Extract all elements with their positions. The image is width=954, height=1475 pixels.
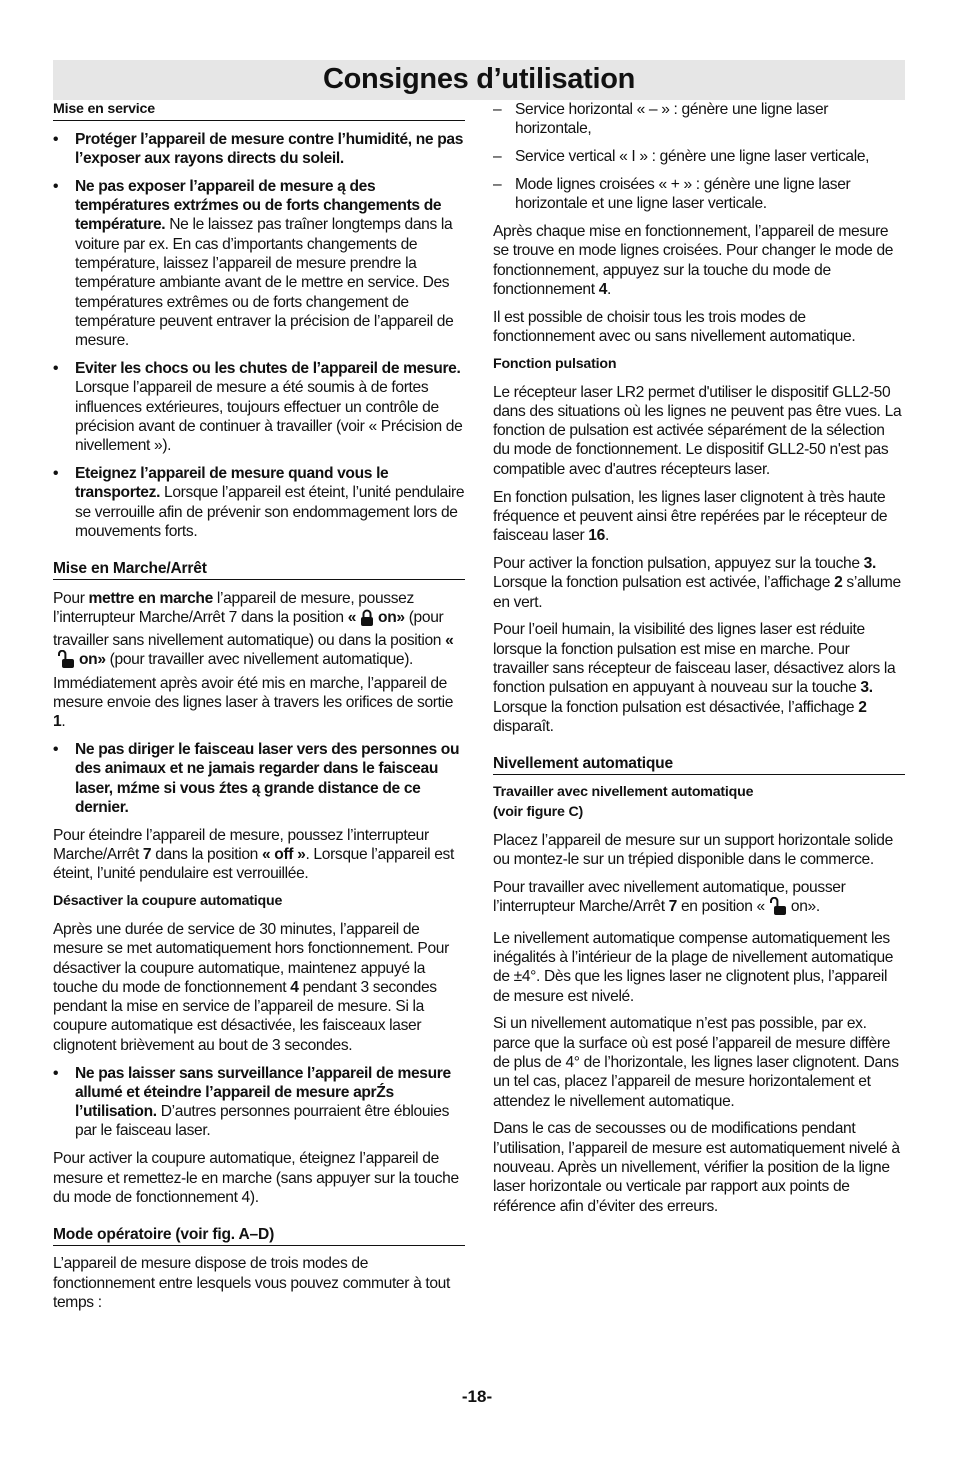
page-title: Consignes d’utilisation [322, 63, 636, 95]
paragraph: Pour l’oeil humain, la visibilité des lignes laser est réduite lorsque la fonction pulsation est mise en marche. Pour travailler sans récepteur de faisceau laser, désactivez alors la fonction pulsation en appuyant à nouveau sur la touche 3. Lorsque la fonction pulsation est désactivée, l’affichage 2 disparaît. [493, 621, 896, 735]
paragraph: Le nivellement automatique compense automatiquement les inégalités à l’intérieur de la plage de nivellement automatique de ±4°. Dès que les lignes laser ne clignotent plus, l’appareil de mesure est nivelé. [493, 929, 894, 1005]
dash-icon: – [493, 175, 502, 193]
paragraph: Pour éteindre l’appareil de mesure, poussez l’interrupteur Marche/Arrêt 7 dans la position « off ». Lorsque l’appareil est éteint, l’unité pendulaire est verrouillée. [53, 826, 454, 883]
bullet-icon: • [53, 360, 59, 378]
paragraph: Pour mettre en marche l’appareil de mesure, poussez l’interrupteur Marche/Arrêt 7 dans la position « on» (pour travailler sans nivellement automatique) ou dans la position «on» (pour travailler avec nivellement automatique). Immédiatement après avoir été mis en marche, l’appareil de mesure envoie des lignes laser à travers les orifices de sortie 1. [53, 589, 454, 731]
bullet-item: • Protéger l’appareil de mesure contre l’humidité, ne pas l’exposer aux rayons directs du soleil. [53, 130, 464, 168]
paragraph: Pour activer la coupure automatique, éteignez l’appareil de mesure et remettez-le en marche (sans appuyer sur la touche du mode de fonctionnement 4). [53, 1150, 459, 1206]
paragraph: Dans le cas de secousses ou de modifications pendant l’utilisation, l’appareil de mesure est automatiquement nivelé à nouveau. Après un nivellement, vérifier la position de la ligne laser horizontale ou verticale par rapport aux points de référence afin d’éviter des erreurs. [493, 1120, 900, 1215]
right-column [493, 100, 905, 1224]
subheading-coupure: Désactiver la coupure automatique [53, 893, 283, 910]
bullet-item: • Eviter les chocs ou les chutes de l’appareil de mesure. Lorsque l’appareil de mesure a été soumis à de fortes influences extérieures, toujours effectuer un contrôle de précision avant de continuer à travailler (voir « Précision de nivellement »). [53, 360, 463, 455]
dash-icon: – [493, 101, 502, 118]
bullet-item: • Eteignez l’appareil de mesure quand vous le transportez. Lorsque l’appareil est éteint, l’unité pendulaire se verrouille afin de prévenir son endommagement lors de mouvements forts. [53, 465, 465, 540]
bullet-icon: • [53, 1064, 59, 1082]
bullet-icon: • [53, 741, 59, 759]
bullet-item: • Ne pas diriger le faisceau laser vers des personnes ou des animaux et ne jamais regarder dans le faisceau laser, mźme si vous źtes ą grande distance de ce dernier. [53, 741, 460, 816]
paragraph: Placez l’appareil de mesure sur un support horizontale solide ou montez-le sur un trépied disponible dans le commerce. [493, 831, 893, 868]
paragraph: En fonction pulsation, les lignes laser clignotent à très haute fréquence et peuvent ainsi être repérées par le récepteur de faisceau laser 16. [493, 488, 888, 545]
dash-item: – Mode lignes croisées « + » : génère une ligne laser horizontale et une ligne laser verticale. [493, 175, 851, 213]
paragraph: Pour activer la fonction pulsation, appuyez sur la touche 3. Lorsque la fonction pulsation est activée, l’affichage 2 s’allume en vert. [493, 554, 901, 611]
lock-open-icon [57, 650, 75, 673]
paragraph: Après une durée de service de 30 minutes, l’appareil de mesure se met automatiquement hors fonctionnement. Pour désactiver la coupure automatique, maintenez appuyé la touche du mode de fonctionnement 4 pendant 3 secondes pendant la mise en service de l’appareil de mesure. Si la coupure automatique est désactivée, les faisceaux laser clignotent brièvement au bout de 3 secondes. [53, 920, 449, 1054]
bullet-icon: • [53, 177, 59, 195]
page-number: -18- [461, 1387, 493, 1406]
dash-item: – Service horizontal « – » : génère une ligne laser horizontale, [493, 101, 829, 138]
section-heading-nivellement: Nivellement automatique [493, 754, 905, 775]
section-heading-marche-arret: Mise en Marche/Arrêt [53, 559, 465, 580]
subheading-travailler: Travailler avec nivellement automatique (voir figure C) [493, 784, 754, 820]
paragraph: Après chaque mise en fonctionnement, l’appareil de mesure se trouve en mode lignes croisées. Pour changer le mode de fonctionnement, appuyez sur la touche du mode de fonctionnement 4. [493, 222, 894, 298]
section-heading-mode: Mode opératoire (voir fig. A–D) [53, 1225, 465, 1246]
dash-item: – Service vertical « I » : génère une ligne laser verticale, [493, 148, 870, 166]
bullet-icon: • [53, 465, 59, 483]
bullet-item: • Ne pas exposer l’appareil de mesure ą des températures extrźmes ou de forts changements de température. Ne le laissez pas traîner longtemps dans la voiture par ex. En cas d’importants changements de température, laissez l’appareil de mesure prendre la température ambiante avant de le mettre en service. Des températures extrêmes ou de forts changement de température peuvent entraver la précision de l’appareil de mesure. [53, 177, 454, 350]
paragraph: L’appareil de mesure dispose de trois modes de fonctionnement entre lesquels vous pouvez commuter à tout temps : [53, 1255, 450, 1312]
section-heading-mise-en-service: Mise en service [53, 100, 465, 121]
paragraph: Le récepteur laser LR2 permet d'utiliser le dispositif GLL2-50 dans des situations où les lignes ne peuvent pas être vues. La fonction de pulsation est activée séparément de la sélection du mode de fonctionnement. Le dispositif GLL2-50 n'est pas compatible avec d'autres récepteurs laser. [493, 383, 902, 478]
bullet-icon: • [53, 130, 59, 148]
paragraph: Il est possible de choisir tous les trois modes de fonctionnement avec ou sans nivellement automatique. [493, 308, 856, 345]
title-bar [53, 60, 905, 100]
paragraph: Si un nivellement automatique n’est pas possible, par ex. parce que la surface où est posé l’appareil de mesure diffère de plus de 4° de l’horizontale, les lignes laser clignotent. Dans un tel cas, placez l’appareil de mesure horizontalement et attendez le nivellement automatique. [493, 1015, 899, 1110]
left-column [53, 100, 465, 1321]
subheading-pulsation: Fonction pulsation [493, 355, 617, 372]
lock-closed-icon [360, 609, 374, 631]
bullet-item: • Ne pas laisser sans surveillance l’appareil de mesure allumé et éteindre l’appareil de mesure aprŹs l’utilisation. D’autres personnes pourraient être éblouies par le faisceau laser. [53, 1064, 451, 1140]
lock-open-icon [769, 897, 787, 920]
dash-icon: – [493, 148, 502, 166]
paragraph: Pour travailler avec nivellement automatique, pousser l’interrupteur Marche/Arrêt 7 en position « on». [493, 878, 905, 921]
